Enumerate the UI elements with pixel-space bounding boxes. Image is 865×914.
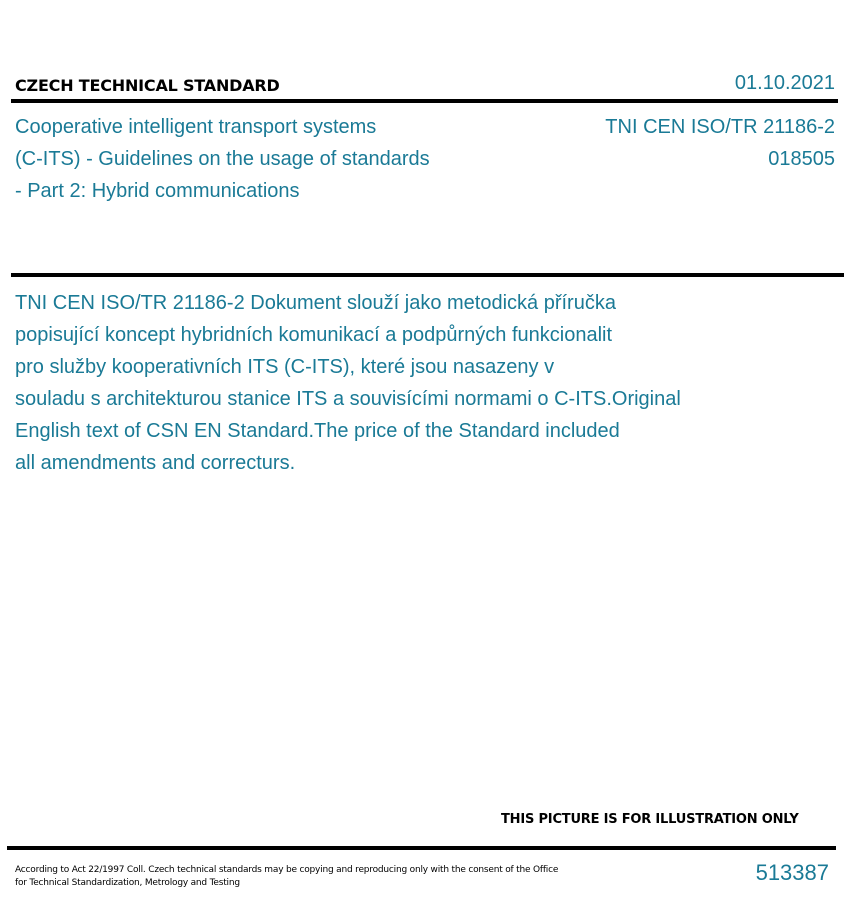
standard-title-line-3: - Part 2: Hybrid communications — [15, 180, 300, 202]
legal-notice-line: According to Act 22/1997 Coll. Czech technical standards may be copying and reproducing only with the consent of the Office — [15, 865, 559, 875]
standard-description — [15, 287, 835, 479]
standard-type-label: CZECH TECHNICAL STANDARD — [15, 76, 280, 95]
catalog-number: 018505 — [768, 148, 835, 170]
document-number: 513387 — [755, 860, 829, 885]
publication-date: 01.10.2021 — [734, 72, 835, 94]
legal-notice — [15, 864, 558, 890]
title-divider — [11, 273, 844, 277]
header-divider — [11, 99, 838, 103]
standard-title-line-2: (C-ITS) - Guidelines on the usage of standards — [15, 148, 430, 170]
standard-title-line-1: Cooperative intelligent transport systems — [15, 116, 377, 138]
legal-notice-line: for Technical Standardization, Metrology and Testing — [15, 878, 240, 888]
description-line: TNI CEN ISO/TR 21186-2 Dokument slouží jako metodická příručka — [15, 292, 616, 314]
illustration-note: THIS PICTURE IS FOR ILLUSTRATION ONLY — [501, 812, 799, 827]
description-line: English text of CSN EN Standard.The price of the Standard included — [15, 420, 620, 442]
description-line: all amendments and correcturs. — [15, 452, 296, 474]
description-line: souladu s architekturou stanice ITS a souvisícími normami o C-ITS.Original — [15, 388, 681, 410]
description-line: pro služby kooperativních ITS (C-ITS), které jsou nasazeny v — [15, 356, 555, 378]
footer-divider — [7, 846, 836, 850]
description-line: popisující koncept hybridních komunikací a podpůrných funkcionalit — [15, 324, 613, 346]
standard-designation: TNI CEN ISO/TR 21186-2 — [605, 116, 835, 138]
